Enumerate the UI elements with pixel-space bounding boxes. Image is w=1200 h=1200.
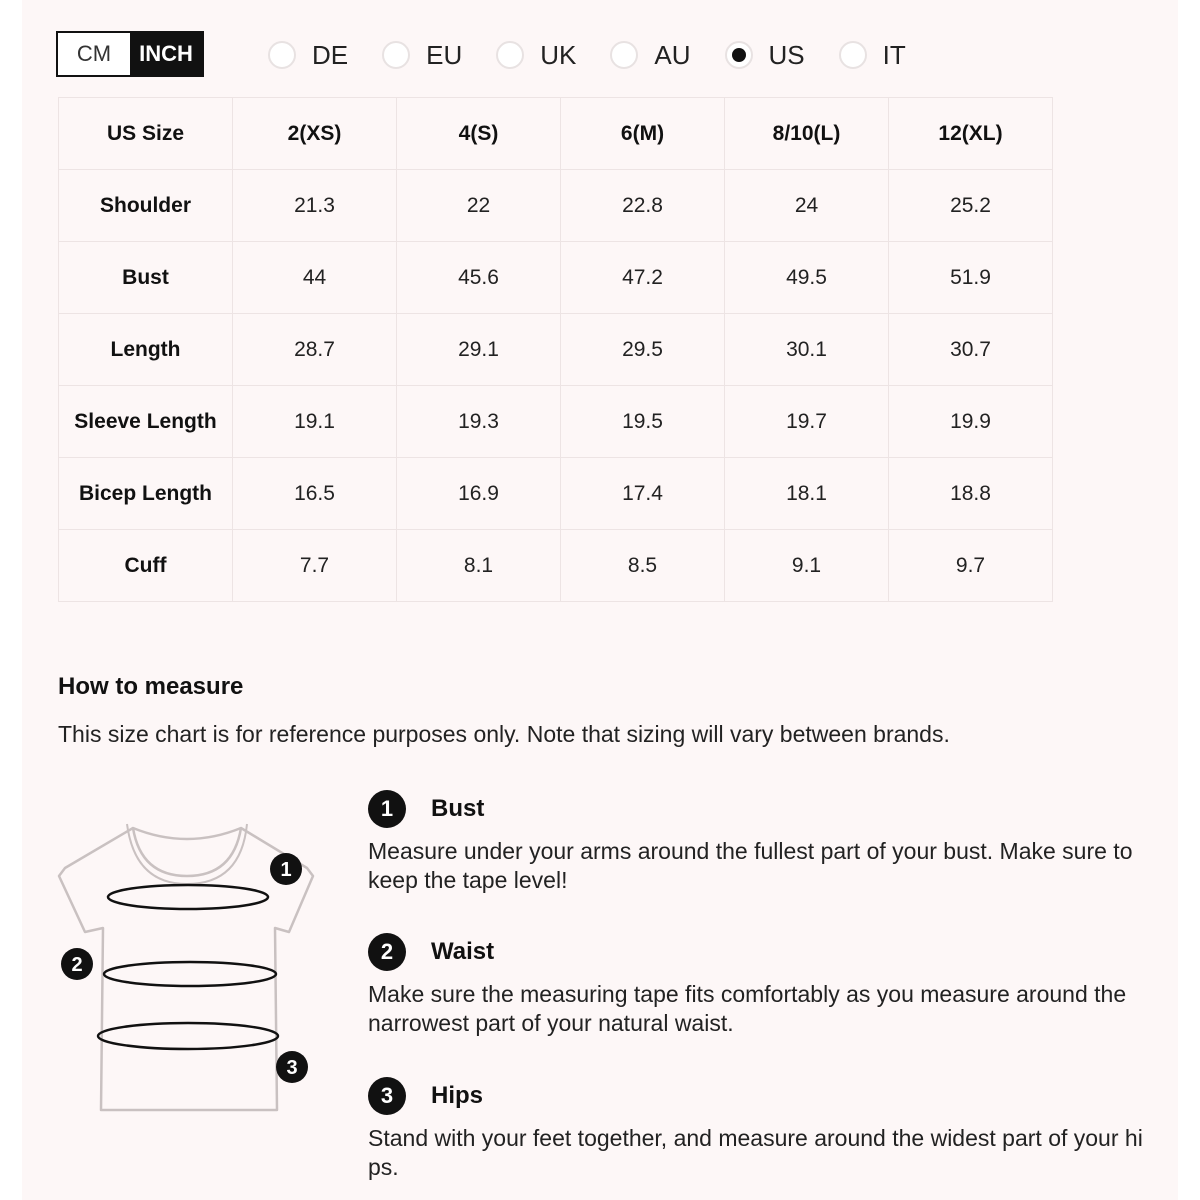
radio-icon[interactable] bbox=[268, 41, 296, 69]
number-1-icon: 1 bbox=[368, 790, 406, 828]
table-header-row bbox=[59, 98, 1053, 170]
measure-item-hips bbox=[368, 1076, 1148, 1182]
table-cell: 18.8 bbox=[889, 458, 1053, 530]
region-radio-us[interactable] bbox=[725, 40, 805, 71]
header-cell: 6(M) bbox=[561, 98, 725, 170]
region-label: US bbox=[768, 39, 805, 70]
region-label: IT bbox=[882, 39, 906, 70]
radio-icon[interactable] bbox=[496, 41, 524, 69]
measure-item-bust bbox=[368, 789, 1148, 895]
marker-3-label: 3 bbox=[286, 1057, 298, 1079]
region-radio-uk[interactable] bbox=[496, 40, 576, 71]
table-cell: 16.5 bbox=[233, 458, 397, 530]
radio-icon[interactable] bbox=[839, 41, 867, 69]
table-cell: 49.5 bbox=[725, 242, 889, 314]
table-cell: 19.1 bbox=[233, 386, 397, 458]
row-label: Shoulder bbox=[59, 170, 233, 242]
number-3-icon: 3 bbox=[368, 1077, 406, 1115]
table-cell: 19.7 bbox=[725, 386, 889, 458]
table-cell: 8.1 bbox=[397, 530, 561, 602]
table-cell: 44 bbox=[233, 242, 397, 314]
table-cell: 25.2 bbox=[889, 170, 1053, 242]
table-cell: 18.1 bbox=[725, 458, 889, 530]
number-2-icon: 2 bbox=[368, 933, 406, 971]
table-row bbox=[59, 530, 1053, 602]
measure-item-title: Hips bbox=[431, 1082, 484, 1109]
table-cell: 19.9 bbox=[889, 386, 1053, 458]
row-label: Sleeve Length bbox=[59, 386, 233, 458]
region-label: UK bbox=[540, 39, 577, 70]
table-cell: 28.7 bbox=[233, 314, 397, 386]
table-cell: 8.5 bbox=[561, 530, 725, 602]
radio-icon[interactable] bbox=[382, 41, 410, 69]
row-label: Cuff bbox=[59, 530, 233, 602]
shirt-illustration-icon bbox=[55, 810, 330, 1120]
region-radio-it[interactable] bbox=[839, 40, 906, 71]
table-row bbox=[59, 170, 1053, 242]
how-to-measure-heading: How to measure bbox=[58, 673, 244, 700]
table-cell: 19.5 bbox=[561, 386, 725, 458]
table-cell: 24 bbox=[725, 170, 889, 242]
marker-1-label: 1 bbox=[280, 859, 292, 881]
table-cell: 9.1 bbox=[725, 530, 889, 602]
measure-item-text: Stand with your feet together, and measure around the widest part of your hips. bbox=[368, 1125, 1143, 1180]
table-row bbox=[59, 314, 1053, 386]
table-cell: 7.7 bbox=[233, 530, 397, 602]
marker-2-label: 2 bbox=[71, 954, 83, 976]
table-cell: 51.9 bbox=[889, 242, 1053, 314]
row-label: Bust bbox=[59, 242, 233, 314]
region-label: EU bbox=[426, 39, 463, 70]
header-cell: 2(XS) bbox=[233, 98, 397, 170]
row-label: Bicep Length bbox=[59, 458, 233, 530]
table-cell: 22 bbox=[397, 170, 561, 242]
radio-icon[interactable] bbox=[610, 41, 638, 69]
measure-item-title: Waist bbox=[431, 938, 495, 965]
table-cell: 30.1 bbox=[725, 314, 889, 386]
header-cell: 12(XL) bbox=[889, 98, 1053, 170]
table-cell: 19.3 bbox=[397, 386, 561, 458]
measure-item-text: Make sure the measuring tape fits comfortably as you measure around the narrowest part of your natural waist. bbox=[368, 981, 1127, 1036]
region-radio-au[interactable] bbox=[610, 40, 690, 71]
region-label: DE bbox=[312, 39, 349, 70]
table-cell: 16.9 bbox=[397, 458, 561, 530]
measure-item-text: Measure under your arms around the fullest part of your bust. Make sure to keep the tape level! bbox=[368, 838, 1133, 893]
header-cell: US Size bbox=[59, 98, 233, 170]
region-radio-de[interactable] bbox=[268, 40, 348, 71]
measure-item-title: Bust bbox=[431, 795, 485, 822]
region-selector bbox=[268, 34, 940, 76]
table-cell: 17.4 bbox=[561, 458, 725, 530]
table-cell: 21.3 bbox=[233, 170, 397, 242]
region-radio-eu[interactable] bbox=[382, 40, 462, 71]
table-cell: 29.1 bbox=[397, 314, 561, 386]
table-cell: 30.7 bbox=[889, 314, 1053, 386]
unit-cm-button[interactable]: CM bbox=[58, 33, 130, 75]
row-label: Length bbox=[59, 314, 233, 386]
region-label: AU bbox=[654, 39, 691, 70]
table-row bbox=[59, 386, 1053, 458]
how-to-measure-description: This size chart is for reference purposes only. Note that sizing will vary between brands. bbox=[58, 721, 950, 747]
unit-inch-button[interactable]: INCH bbox=[130, 33, 202, 75]
header-cell: 8/10(L) bbox=[725, 98, 889, 170]
size-table bbox=[58, 97, 1053, 602]
table-cell: 47.2 bbox=[561, 242, 725, 314]
table-cell: 9.7 bbox=[889, 530, 1053, 602]
table-cell: 45.6 bbox=[397, 242, 561, 314]
table-row bbox=[59, 458, 1053, 530]
table-row bbox=[59, 242, 1053, 314]
table-cell: 22.8 bbox=[561, 170, 725, 242]
unit-toggle[interactable] bbox=[56, 31, 204, 77]
header-cell: 4(S) bbox=[397, 98, 561, 170]
measure-item-waist bbox=[368, 932, 1148, 1038]
table-cell: 29.5 bbox=[561, 314, 725, 386]
radio-selected-icon[interactable] bbox=[725, 41, 753, 69]
